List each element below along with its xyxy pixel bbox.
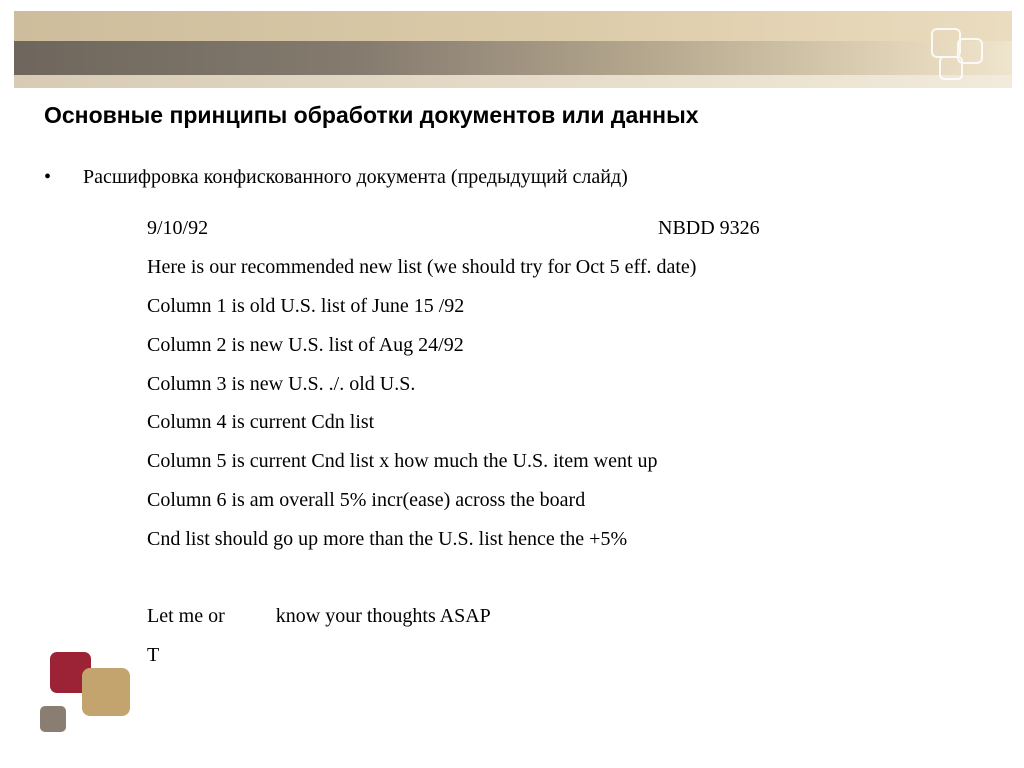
- bullet-item: [44, 166, 628, 189]
- memo-closing-left: Let me or: [147, 605, 225, 627]
- memo-line: Column 3 is new U.S. ./. old U.S.: [147, 373, 416, 395]
- square-cluster-decoration-icon: [38, 650, 134, 734]
- banner-decoration-icon: [14, 11, 1012, 88]
- slide-title: Основные принципы обработки документов или данных: [44, 102, 699, 128]
- memo-line: Column 4 is current Cdn list: [147, 411, 375, 433]
- memo-closing-right: know your thoughts ASAP: [275, 605, 491, 627]
- bullet-marker: •: [44, 166, 52, 188]
- memo-line: Column 6 is am overall 5% incr(ease) across the board: [147, 489, 586, 511]
- memo-line: Column 1 is old U.S. list of June 15 /92: [147, 295, 465, 317]
- square-cluster: [38, 650, 134, 734]
- bullet-text: Расшифровка конфискованного документа (предыдущий слайд): [83, 166, 628, 188]
- memo-reference: NBDD 9326: [658, 217, 760, 239]
- memo-line: Here is our recommended new list (we should try for Oct 5 eff. date): [147, 256, 697, 278]
- memo-signature: T: [147, 644, 160, 666]
- memo-line: Column 2 is new U.S. list of Aug 24/92: [147, 334, 464, 356]
- memo-date: 9/10/92: [147, 217, 209, 239]
- memo-closing: [147, 605, 491, 628]
- header-banner: [14, 11, 1012, 88]
- memo-line: Column 5 is current Cnd list x how much the U.S. item went up: [147, 450, 658, 472]
- memo-line: Cnd list should go up more than the U.S. list hence the +5%: [147, 528, 628, 550]
